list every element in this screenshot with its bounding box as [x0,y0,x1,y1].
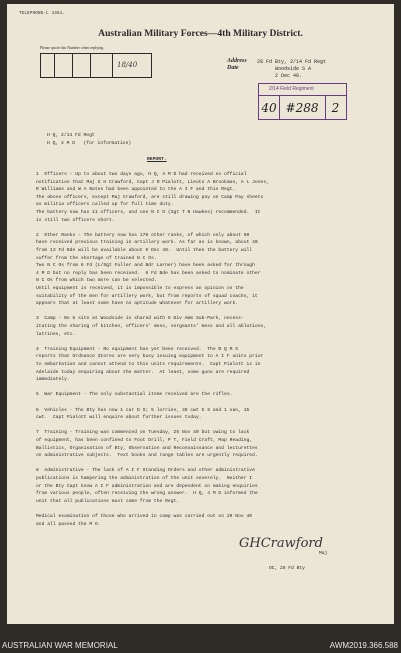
stamp-number: #288 [285,101,319,115]
report-line: is still two officers short. [36,217,115,223]
report-line: Until equipment is received, it is impossible to express an opinion on the [36,286,244,291]
report-line: R Williams and W A Bates had been appointed to the A I F and this Regt. [36,187,236,193]
report-line: as militia officers called up for full time duty. [36,202,174,208]
footer-archive-name: AUSTRALIAN WAR MEMORIAL [2,641,118,650]
report-line: 5 War Equipment - The only substantial items received are the rifles. [36,392,233,398]
report-line: and all passed the M O. [36,521,101,527]
address-line: Woodside S A [275,66,312,72]
ref-cell [113,54,151,77]
report-line: The above officers, except Maj Crawford, are still drawing pay on Camp Pay sheets [36,194,264,200]
date-value: 2 Dec 40. [275,73,303,79]
report-line: 4 Training Equipment - No equipment has yet been received. The B Q M S [36,346,239,352]
report-line: suffer from the shortage of trained N C Os. [36,255,157,261]
report-line: or the Bty Capt know A I F administration and are dependent on making enquiries [36,483,258,489]
quote-number-note: Please quote this Number when replying. [40,46,105,50]
report-line: N C Os from which two more can be selected. [36,278,157,284]
report-line: from various people, often receiving the wrong answer. H Q, 4 M D informed the [36,491,258,497]
ref-cell [41,54,55,77]
report-line: cwt. Capt Pialott will enquire about further issues today. [36,415,202,421]
addressee-line: H Q, 4 M D (for information) [47,141,132,146]
report-heading: REPORT. [147,157,167,162]
signature: GHCrawford [239,536,323,551]
report-line: 2 Other Ranks - The battery now has 170 other ranks, of which only about 60 [36,232,250,238]
reference-number-box [40,53,152,78]
document-page [7,4,394,624]
report-line: appears that at least some have no aptitude whatever for artillery work. [36,301,239,307]
report-line: latrines, etc. [36,331,76,337]
handwritten-reference: 18/40 [117,61,138,69]
report-line: 6 Vehicles - The Bty has now 1 car D S; 5 lorries, 30 cwt G S and 1 van, 15 [36,407,250,413]
report-line: reports that Ordnance Stores are very busy issuing equipment to A I F units prior [36,354,264,360]
report-line: 3 Camp - No 6 site at Woodside is shared with 9 Div Amm Sub-Park, necess- [36,316,244,322]
report-line: 8 Administrative - The lack of A I F Standing Orders and other administrative [36,468,255,474]
report-line: 7 Training - Training was commenced on Tuesday, 26 Nov 40 but owing to lack [36,430,250,436]
addressee-line: H Q, 2/14 Fd Regt [47,133,95,138]
regiment-stamp [258,83,347,120]
footer-accession-number: AWM2019.366.588 [329,641,398,650]
letterhead-title: Australian Military Forces—4th Military District. [98,28,303,39]
telephone-line: TELEPHONE-L 4381. [19,12,66,16]
report-line: Medical examination of those who arrived in camp was carried out on 29 Nov 40 [36,514,253,519]
report-line: on administrative subjects. Text books and range tables are urgently required. [36,453,258,459]
report-line: immediately. [36,377,70,383]
report-line: 4 M D but no reply has been received. 6 Fd Bde has been asked to nominate other [36,270,261,276]
report-line: Adelaide today enquiring about the matter. At least, some guns are required [36,369,250,375]
report-line: itating the sharing of kitchen, officers' mess, sergeants' mess and all ablutions, [36,324,267,329]
report-line: from 13 Fd Bde will be available about 9 Dec 40. Until then the battery will [36,248,253,253]
report-line: Ballistics, Organisation of Bty, Observation and Reconnaissance and lecturettes [36,445,258,451]
address-label: Address [227,58,247,64]
report-line: publications is hampering the administration of the unit severely. Neither I [36,476,253,481]
report-line: suitability of the men for artillery work, but from reports of squad coachs, it [36,293,258,299]
ref-cell [55,54,73,77]
report-line: to embarkation and cannot attend to this units requirements. Capt Pialott is in [36,362,261,367]
report-line: have received previous training in artillery work. As far as is known, about 40 [36,240,258,246]
signatory-office: OC, 28 Fd Bty [269,566,305,571]
signatory-rank: Maj [319,551,328,556]
report-line: unit that all publications must come from the Regt. [36,498,180,504]
report-line: The battery now has 11 officers, and one N C O (Sgt T N Hawkes) recommended. It [36,210,261,215]
report-line: of equipment, has been confined to Foot Drill, P T, Field Craft, Map Reading, [36,438,253,443]
report-line: notification that Maj G H Crawford, Capt J R Pialott, Lieuts A Brookman, A L Jones, [36,179,269,185]
stamp-heading: 2/14 Field Regiment [269,86,314,92]
stamp-row [259,95,346,119]
address-line: 28 Fd Bty, 2/14 Fd Regt [257,59,327,65]
ref-cell [73,54,91,77]
stamp-year: 40 [261,101,277,115]
stamp-folio: 2 [331,101,340,115]
date-label: Date [227,65,239,71]
ref-cell [91,54,113,77]
report-line: 1 Officers - Up to about two days ago, H Q, 4 M D had received no official [36,172,247,177]
report-line: Two N C Os from 6 Fd (L/Sgt Fuller and Bdr Larner) have been asked for through [36,263,255,269]
